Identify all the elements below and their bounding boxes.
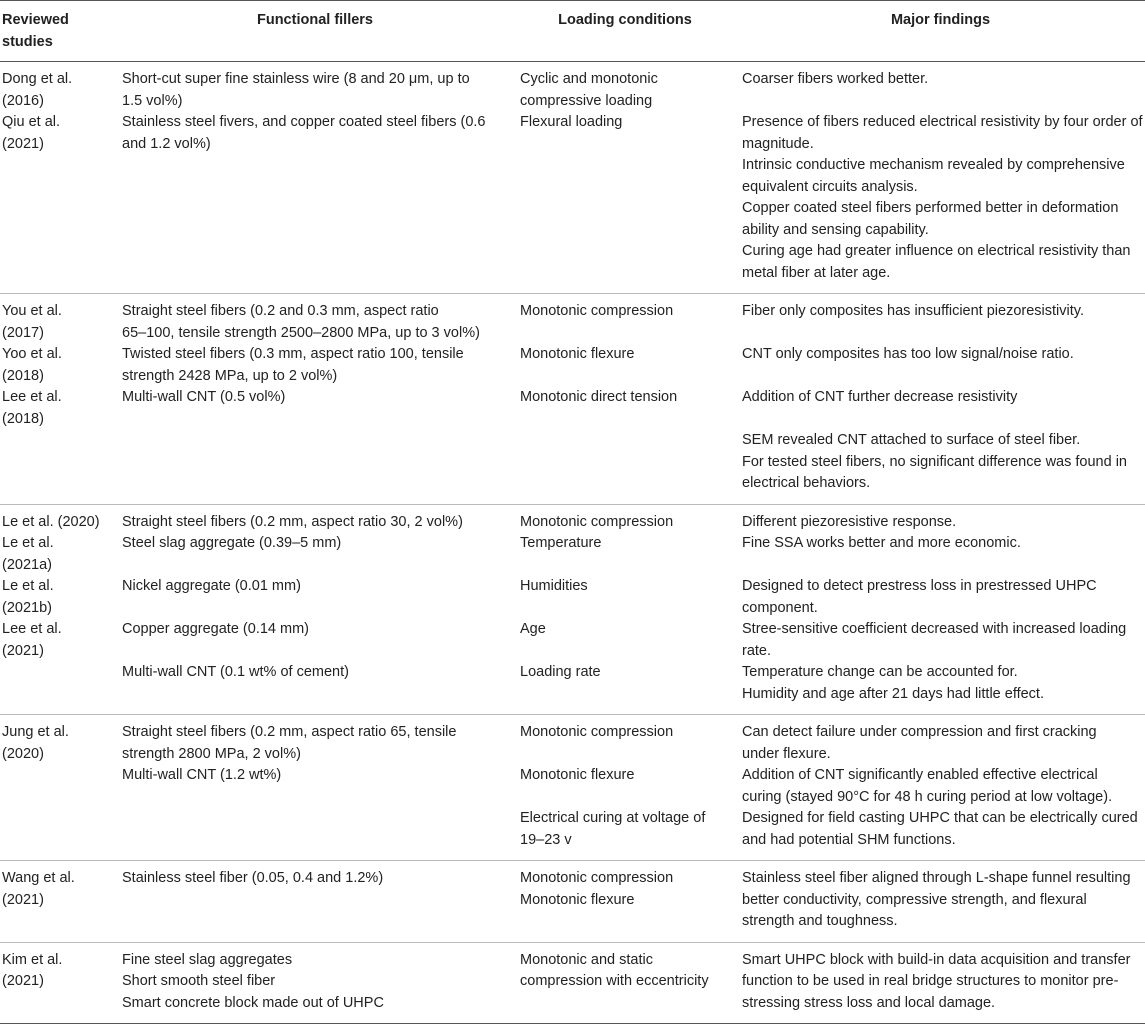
cell-line: Fine steel slag aggregates: [122, 951, 293, 968]
cell-line: component.: [742, 599, 818, 616]
cell-line: 1.5 vol%): [122, 92, 183, 109]
cell-line: [520, 787, 734, 809]
table-row: [0, 861, 1145, 943]
cell-line: Presence of fibers reduced electrical resistivity by four order of: [742, 114, 1143, 130]
cell-line: [742, 366, 1145, 388]
cell-line: Kim et al.: [2, 951, 63, 968]
cell-line: You et al.: [2, 303, 62, 319]
cell-line: under flexure.: [742, 745, 831, 762]
cell-line: Nickel aggregate (0.01 mm): [122, 578, 301, 594]
cell-line: Stainless steel fiber aligned through L-shape funnel resulting: [742, 870, 1131, 886]
cell-line: Temperature: [520, 535, 602, 551]
cell-reviewed-studies: [0, 942, 116, 1024]
cell-loading-conditions: [514, 715, 736, 861]
table-row: [0, 504, 1145, 715]
table-row: [0, 942, 1145, 1024]
cell-line: (2021): [2, 891, 44, 908]
cell-line: (2017): [2, 324, 44, 341]
cell-line: Steel slag aggregate (0.39–5 mm): [122, 535, 342, 551]
cell-line: 65–100, tensile strength 2500–2800 MPa, up to 3 vol%): [122, 324, 480, 341]
cell-line: [742, 323, 1145, 345]
cell-line: Short smooth steel fiber: [122, 973, 276, 989]
cell-line: Dong et al.: [2, 71, 73, 87]
cell-line: compressive loading: [520, 92, 653, 109]
table-row: [0, 715, 1145, 861]
cell-line: Monotonic compression: [520, 513, 674, 530]
cell-line: Le et al.: [2, 578, 54, 594]
cell-line: Jung et al.: [2, 724, 69, 740]
cell-line: For tested steel fibers, no significant difference was found in: [742, 453, 1128, 470]
cell-line: (2021): [2, 642, 44, 659]
cell-line: Wang et al.: [2, 870, 75, 886]
cell-line: [742, 555, 1145, 577]
cell-line: Age: [520, 621, 546, 637]
cell-line: [742, 91, 1145, 113]
cell-line: Multi-wall CNT (0.1 wt% of cement): [122, 664, 349, 680]
cell-line: Lee et al.: [2, 621, 62, 637]
cell-loading-conditions: [514, 942, 736, 1024]
table-header: [0, 1, 1145, 62]
cell-line: Electrical curing at voltage of: [520, 810, 706, 826]
cell-line: Le et al. (2020): [2, 513, 100, 530]
cell-line: and 1.2 vol%): [122, 135, 211, 152]
cell-line: Curing age had greater influence on electrical resistivity than: [742, 243, 1131, 259]
cell-line: [122, 641, 512, 663]
cell-line: Monotonic compression: [520, 303, 674, 319]
cell-line: Fine SSA works better and more economic.: [742, 535, 1021, 551]
cell-loading-conditions: [514, 504, 736, 715]
table-row: [0, 294, 1145, 505]
cell-line: stressing stress loss and local damage.: [742, 994, 996, 1011]
cell-line: (2021): [2, 135, 44, 152]
header-row: [0, 1, 1145, 62]
cell-line: Humidity and age after 21 days had little effect.: [742, 685, 1044, 702]
cell-line: Straight steel fibers (0.2 mm, aspect ratio 30, 2 vol%): [122, 513, 463, 530]
cell-line: Smart UHPC block with build-in data acquisition and transfer: [742, 951, 1131, 968]
cell-line: (2021): [2, 973, 44, 989]
cell-line: curing (stayed 90°C for 48 h curing period at low voltage).: [742, 788, 1113, 805]
cell-line: [520, 555, 734, 577]
cell-line: Lee et al.: [2, 389, 62, 405]
table-row: [0, 62, 1145, 294]
cell-line: Designed for field casting UHPC that can be electrically cured: [742, 810, 1138, 826]
cell-line: Coarser fibers worked better.: [742, 71, 929, 87]
cell-line: (2018): [2, 410, 44, 427]
cell-reviewed-studies: [0, 715, 116, 861]
cell-line: strength 2428 MPa, up to 2 vol%): [122, 367, 338, 384]
cell-line: strength and toughness.: [742, 913, 898, 929]
cell-functional-fillers: [116, 294, 514, 505]
cell-reviewed-studies: [0, 62, 116, 294]
cell-line: Stainless steel fivers, and copper coated steel fibers (0.6: [122, 114, 486, 130]
cell-major-findings: [736, 715, 1145, 861]
cell-line: Straight steel fibers (0.2 mm, aspect ratio 65, tensile: [122, 724, 457, 740]
header-functional-fillers: Functional fillers: [116, 1, 514, 62]
cell-line: Monotonic flexure: [520, 346, 635, 362]
cell-major-findings: [736, 861, 1145, 943]
cell-line: Stree-sensitive coefficient decreased with increased loading: [742, 621, 1127, 637]
cell-line: metal fiber at later age.: [742, 264, 891, 281]
cell-line: [520, 641, 734, 663]
cell-line: Multi-wall CNT (0.5 vol%): [122, 389, 286, 405]
cell-line: Humidities: [520, 578, 588, 594]
cell-loading-conditions: [514, 294, 736, 505]
cell-line: Loading rate: [520, 664, 601, 680]
cell-line: (2018): [2, 367, 44, 384]
cell-line: 19–23 v: [520, 831, 572, 848]
cell-line: compression with eccentricity: [520, 973, 709, 989]
cell-line: [122, 598, 512, 620]
cell-line: Straight steel fibers (0.2 and 0.3 mm, aspect ratio: [122, 303, 439, 319]
table-body: [0, 62, 1145, 1024]
cell-major-findings: [736, 504, 1145, 715]
cell-line: [520, 323, 734, 345]
cell-line: Addition of CNT significantly enabled effective electrical: [742, 767, 1098, 783]
cell-line: Temperature change can be accounted for.: [742, 664, 1018, 680]
cell-line: magnitude.: [742, 135, 814, 152]
cell-line: Cyclic and monotonic: [520, 71, 658, 87]
cell-line: [520, 366, 734, 388]
cell-line: [742, 409, 1145, 431]
cell-line: (2016): [2, 92, 44, 109]
cell-functional-fillers: [116, 861, 514, 943]
cell-line: Monotonic direct tension: [520, 389, 678, 405]
cell-line: Qiu et al.: [2, 114, 61, 130]
cell-line: Different piezoresistive response.: [742, 513, 957, 530]
cell-line: Copper aggregate (0.14 mm): [122, 621, 309, 637]
cell-line: strength 2800 MPa, 2 vol%): [122, 745, 301, 762]
cell-line: Le et al.: [2, 535, 54, 551]
cell-line: function to be used in real bridge structures to monitor pre-: [742, 973, 1119, 989]
cell-major-findings: [736, 294, 1145, 505]
cell-line: Stainless steel fiber (0.05, 0.4 and 1.2%): [122, 870, 384, 886]
cell-line: [520, 598, 734, 620]
cell-line: Fiber only composites has insufficient piezoresistivity.: [742, 303, 1084, 319]
header-loading-conditions: Loading conditions: [514, 1, 736, 62]
cell-reviewed-studies: [0, 504, 116, 715]
cell-line: Intrinsic conductive mechanism revealed by comprehensive: [742, 157, 1125, 173]
cell-line: Smart concrete block made out of UHPC: [122, 994, 384, 1011]
cell-line: and had potential SHM functions.: [742, 831, 956, 848]
cell-line: Monotonic and static: [520, 951, 653, 968]
header-reviewed-studies: Reviewed studies: [0, 1, 116, 62]
cell-line: Short-cut super fine stainless wire (8 and 20 μm, up to: [122, 71, 470, 87]
cell-reviewed-studies: [0, 294, 116, 505]
cell-line: Designed to detect prestress loss in prestressed UHPC: [742, 578, 1097, 594]
cell-line: ability and sensing capability.: [742, 221, 929, 238]
cell-line: Yoo et al.: [2, 346, 62, 362]
cell-line: Flexural loading: [520, 114, 623, 130]
cell-line: Monotonic flexure: [520, 767, 635, 783]
cell-line: electrical behaviors.: [742, 475, 871, 491]
cell-line: rate.: [742, 642, 772, 659]
cell-line: Can detect failure under compression and first cracking: [742, 724, 1097, 740]
cell-line: Monotonic flexure: [520, 891, 635, 908]
cell-functional-fillers: [116, 504, 514, 715]
cell-major-findings: [736, 62, 1145, 294]
cell-line: equivalent circuits analysis.: [742, 178, 918, 195]
cell-functional-fillers: [116, 62, 514, 294]
cell-line: Monotonic compression: [520, 870, 674, 886]
cell-line: Monotonic compression: [520, 724, 674, 740]
cell-line: better conductivity, compressive strength, and flexural: [742, 891, 1087, 908]
cell-major-findings: [736, 942, 1145, 1024]
cell-line: CNT only composites has too low signal/noise ratio.: [742, 346, 1074, 362]
cell-reviewed-studies: [0, 861, 116, 943]
cell-functional-fillers: [116, 715, 514, 861]
cell-loading-conditions: [514, 861, 736, 943]
cell-line: [122, 555, 512, 577]
cell-line: (2020): [2, 745, 44, 762]
cell-line: (2021a): [2, 556, 52, 573]
cell-line: Twisted steel fibers (0.3 mm, aspect ratio 100, tensile: [122, 346, 464, 362]
cell-line: (2021b): [2, 599, 52, 616]
cell-line: Copper coated steel fibers performed better in deformation: [742, 200, 1119, 216]
cell-loading-conditions: [514, 62, 736, 294]
cell-line: Multi-wall CNT (1.2 wt%): [122, 767, 282, 783]
cell-line: [520, 744, 734, 766]
header-major-findings: Major findings: [736, 1, 1145, 62]
cell-line: Addition of CNT further decrease resistivity: [742, 389, 1018, 405]
cell-functional-fillers: [116, 942, 514, 1024]
cell-line: SEM revealed CNT attached to surface of steel fiber.: [742, 432, 1081, 448]
